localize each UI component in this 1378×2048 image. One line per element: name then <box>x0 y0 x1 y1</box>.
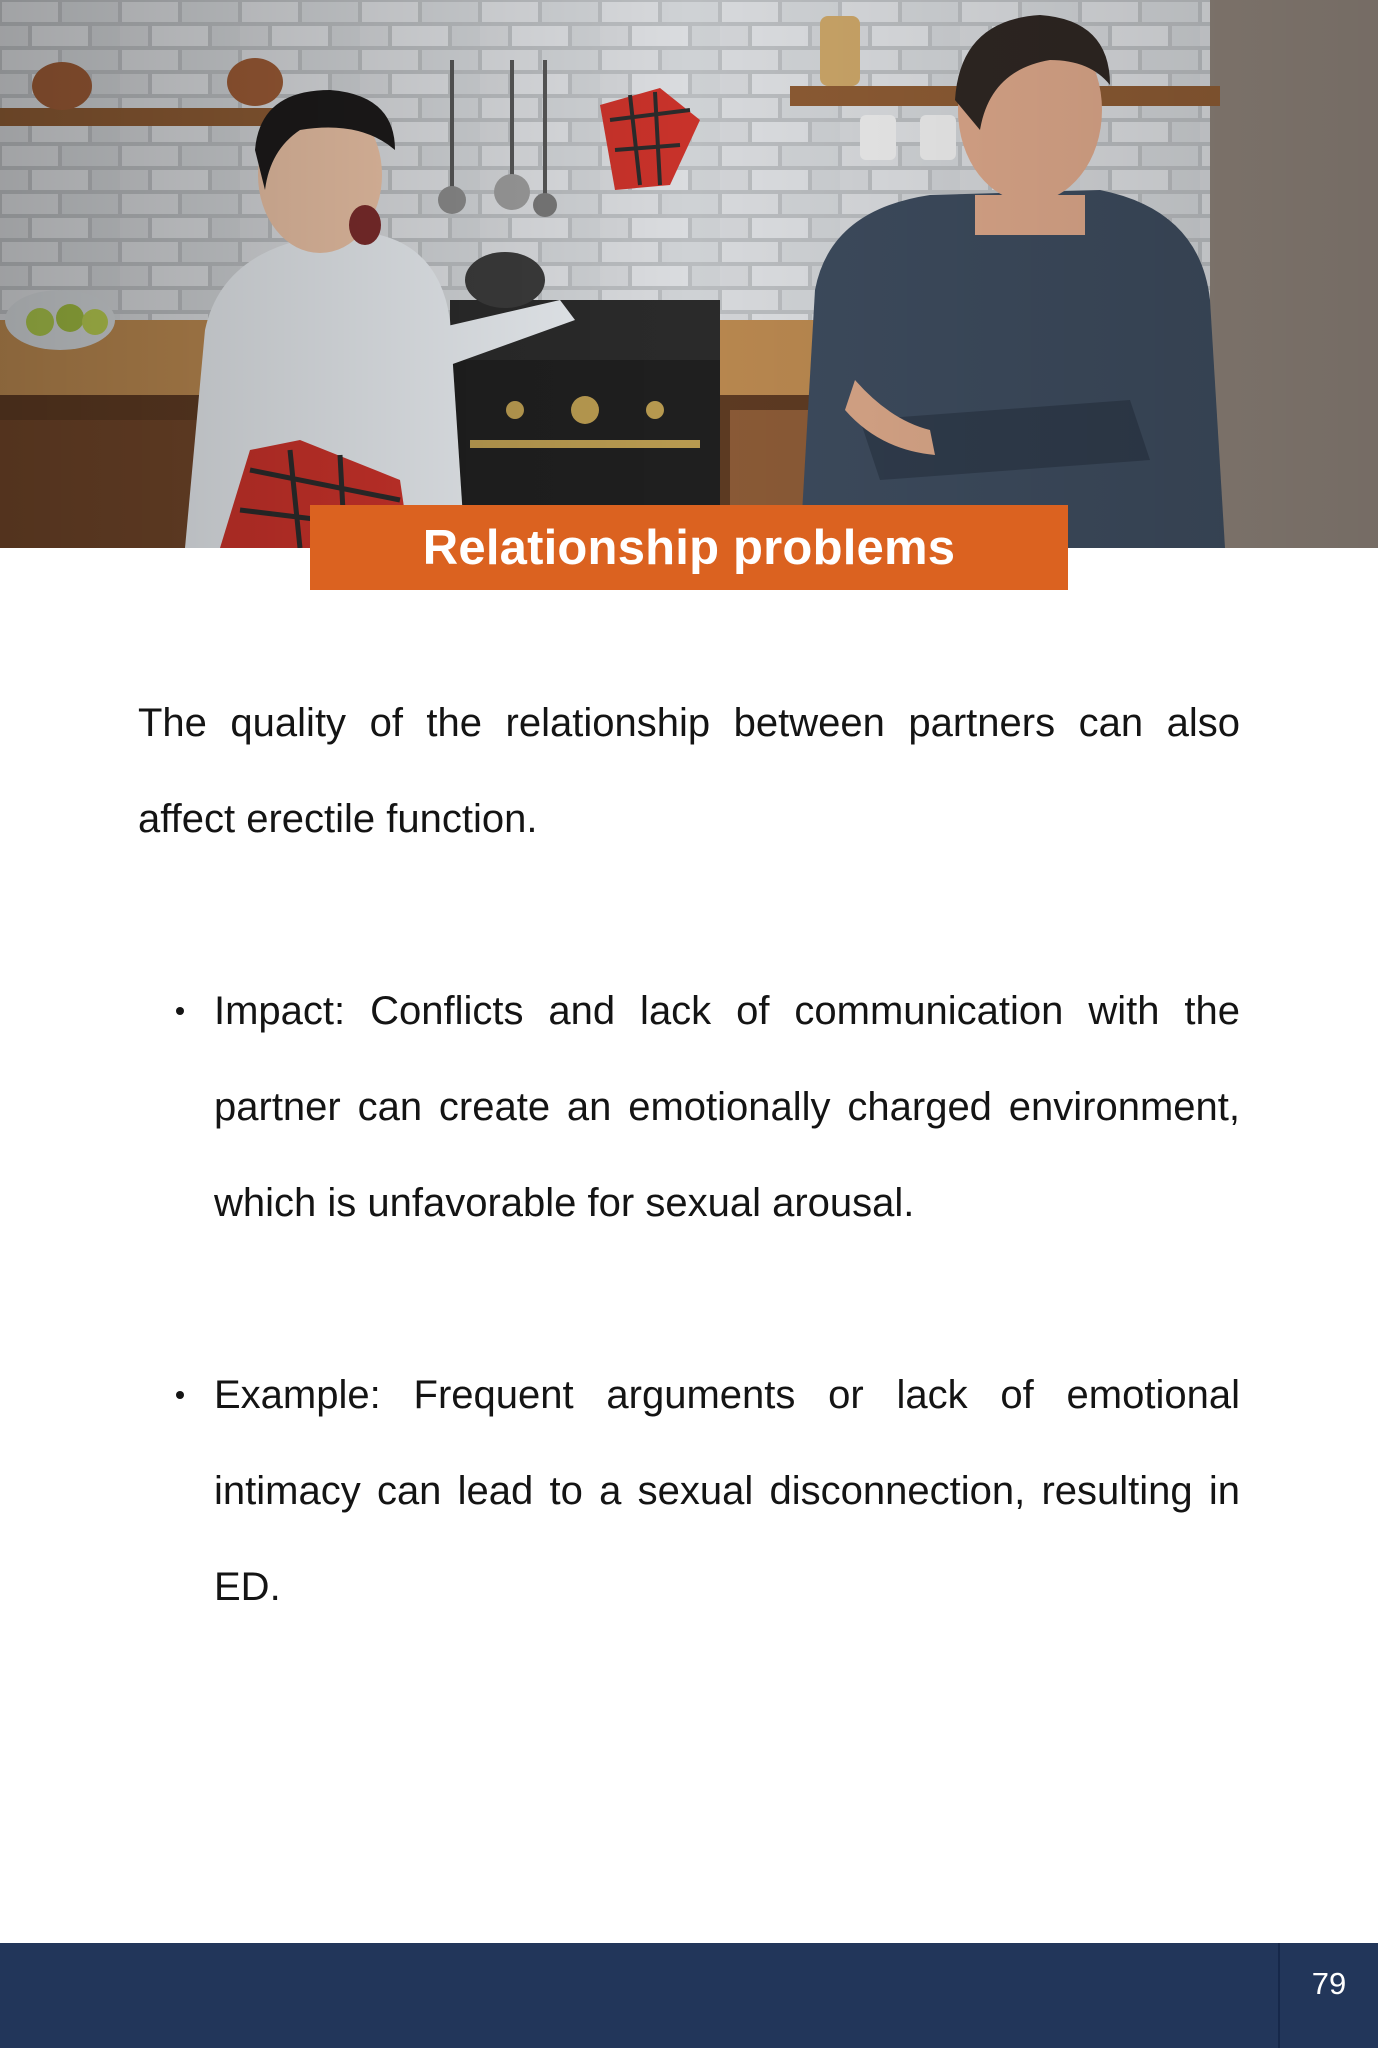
footer-bar <box>0 1943 1378 2048</box>
bullet-text: Impact: Conflicts and lack of communication with the partner can create an emotionally charged environment, which is unfavorable for sexual arousal. <box>214 989 1240 1225</box>
page-number: 79 <box>1311 1966 1347 2001</box>
section-title-banner <box>310 505 1068 590</box>
intro-paragraph: The quality of the relationship between partners can also affect erectile function. <box>138 701 1240 841</box>
section-title: Relationship problems <box>422 520 956 575</box>
bullet-item-example <box>138 1347 1240 1635</box>
hero-photo <box>0 0 1378 548</box>
bullet-text: Example: Frequent arguments or lack of emotional intimacy can lead to a sexual disconnection, resulting in ED. <box>214 1373 1240 1609</box>
bullet-dot-icon <box>176 1007 184 1015</box>
body-content <box>138 675 1240 1731</box>
bullet-item-impact <box>138 963 1240 1251</box>
bullet-list <box>138 963 1240 1635</box>
bullet-dot-icon <box>176 1391 184 1399</box>
